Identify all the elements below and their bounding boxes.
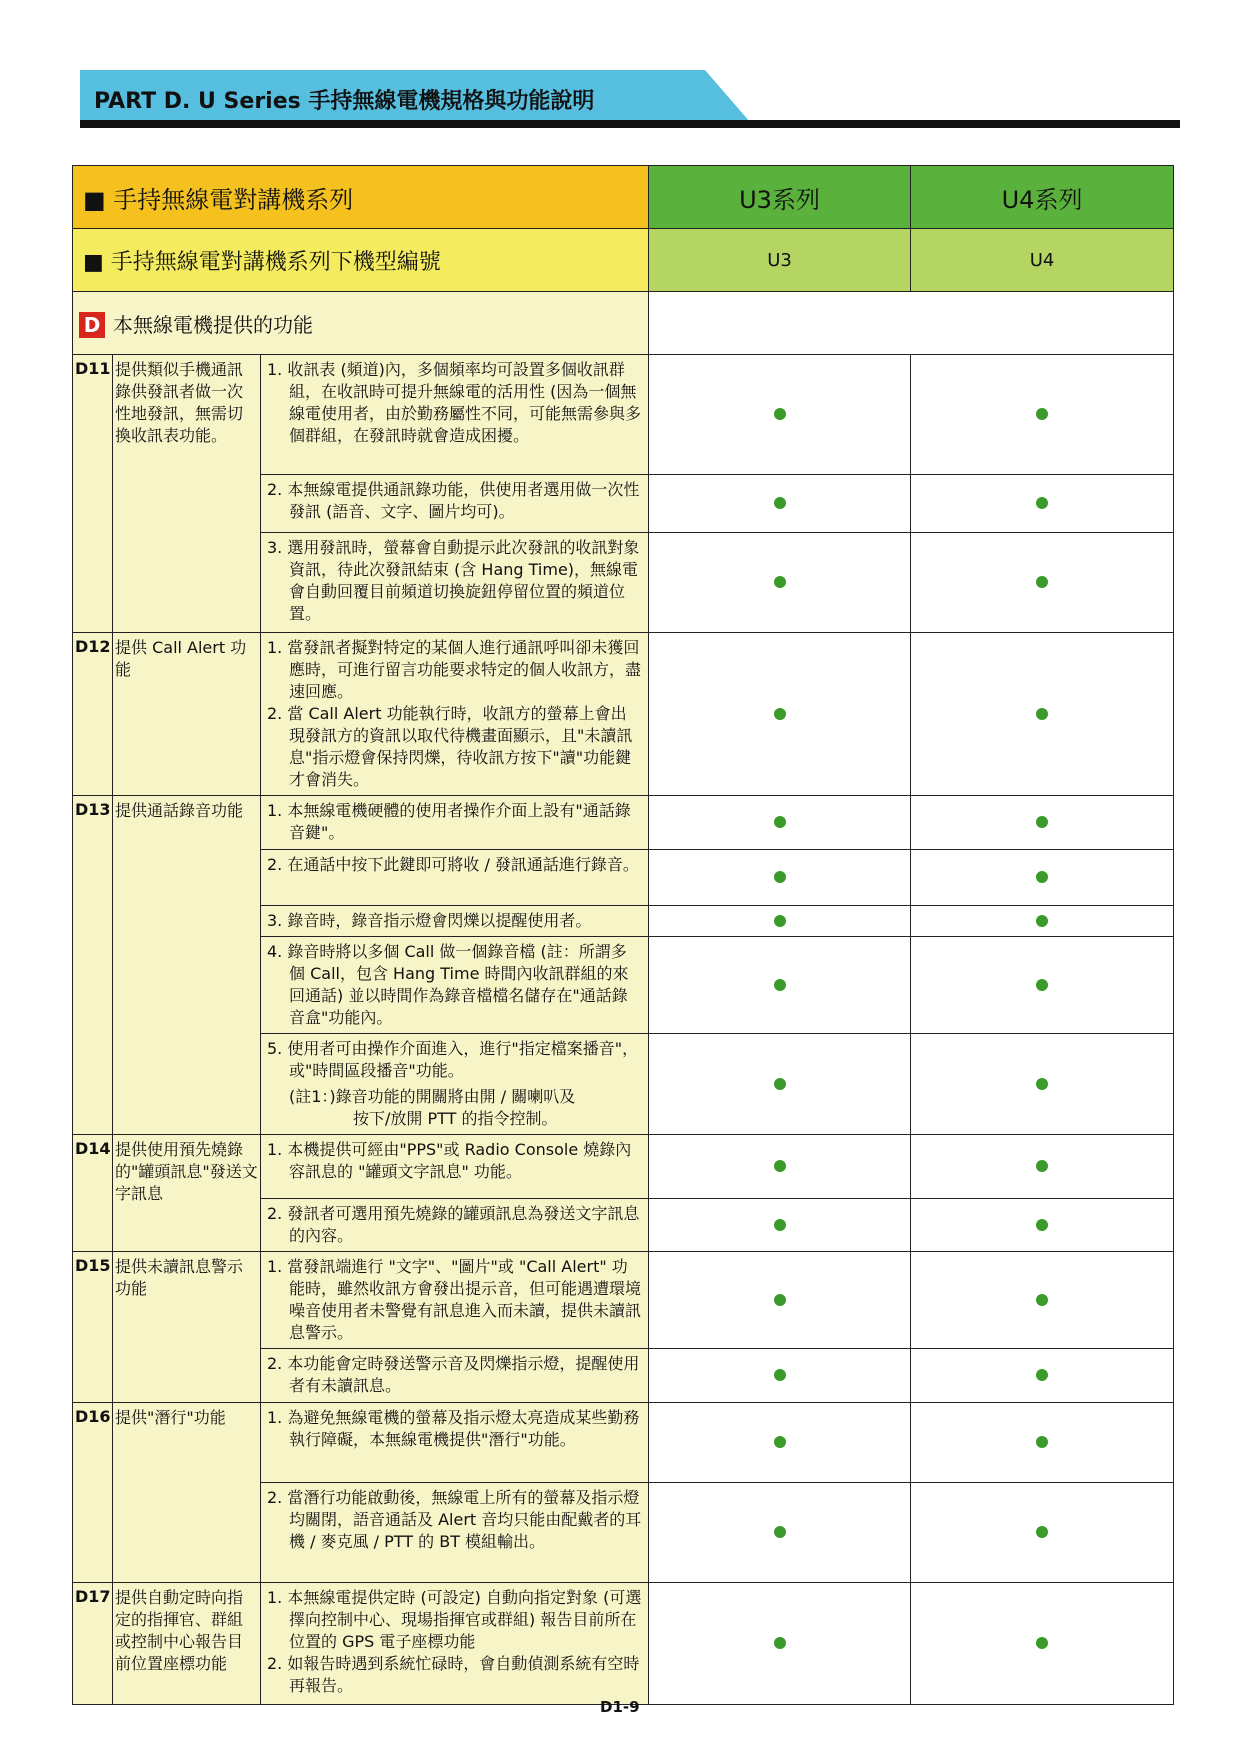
feature-item-text: 1. 收訊表 (頻道)內，多個頻率均可設置多個收訊群組，在收訊時可提升無線電的活用性 (因為一個無線電使用者，由於勤務屬性不同，可能無需參與多個群組，在發訊時就會造成困擾。	[267, 360, 642, 445]
feature-id: D12	[73, 633, 113, 796]
supported-dot-icon	[774, 1526, 786, 1538]
title-rule	[80, 120, 1180, 128]
feature-name: 提供未讀訊息警示功能	[113, 1252, 261, 1403]
feature-description	[261, 1199, 649, 1252]
supported-dot-icon	[1036, 1294, 1048, 1306]
feature-item-text: 3. 錄音時，錄音指示燈會閃爍以提醒使用者。	[267, 911, 592, 930]
supported-dot-icon	[774, 871, 786, 883]
section-blank	[649, 292, 1174, 355]
supported-dot-icon	[1036, 1369, 1048, 1381]
feature-description	[261, 475, 649, 533]
feature-id: D16	[73, 1403, 113, 1583]
section-header	[73, 292, 649, 355]
supported-dot-icon	[1036, 497, 1048, 509]
feature-row	[73, 796, 1174, 850]
support-cell-u4	[911, 1583, 1174, 1705]
page-title: PART D. U Series 手持無線電機規格與功能說明	[94, 89, 595, 114]
feature-item-text: 2. 在通話中按下此鍵即可將收 / 發訊通話進行錄音。	[267, 855, 639, 874]
section-title: 本無線電機提供的功能	[113, 312, 313, 337]
support-cell-u4	[911, 1349, 1174, 1403]
support-cell-u3	[649, 1135, 911, 1199]
support-cell-u4	[911, 1483, 1174, 1583]
supported-dot-icon	[1036, 708, 1048, 720]
supported-dot-icon	[774, 816, 786, 828]
feature-item-text: 1. 本無線電機硬體的使用者操作介面上設有"通話錄音鍵"。	[267, 801, 631, 842]
col-u4-model: U4	[911, 229, 1174, 292]
feature-item-text: 2. 本無線電提供通訊錄功能，供使用者選用做一次性發訊 (語音、文字、圖片均可)。	[267, 480, 640, 521]
feature-description	[261, 850, 649, 906]
feature-item-text: 2. 本功能會定時發送警示音及閃爍指示燈，提醒使用者有未讀訊息。	[267, 1354, 640, 1395]
feature-item-text: 2. 當 Call Alert 功能執行時，收訊方的螢幕上會出現發訊方的資訊以取代待機畫面顯示，且"未讀訊息"指示燈會保持閃爍，待收訊方按下"讀"功能鍵才會消失。	[267, 704, 633, 789]
feature-item-text: 2. 發訊者可選用預先燒錄的罐頭訊息為發送文字訊息的內容。	[267, 1204, 640, 1245]
supported-dot-icon	[774, 1436, 786, 1448]
support-cell-u3	[649, 1252, 911, 1349]
support-cell-u3	[649, 1483, 911, 1583]
supported-dot-icon	[1036, 576, 1048, 588]
feature-description	[261, 533, 649, 633]
feature-name: 提供 Call Alert 功能	[113, 633, 261, 796]
feature-name: 提供使用預先燒錄的"罐頭訊息"發送文字訊息	[113, 1135, 261, 1252]
supported-dot-icon	[1036, 1436, 1048, 1448]
feature-item-text: 3. 選用發訊時，螢幕會自動提示此次發訊的收訊對象資訊，待此次發訊結束 (含 Hang Time)，無線電會自動回覆目前頻道切換旋鈕停留位置的頻道位置。	[267, 538, 640, 623]
section-badge: D	[79, 312, 105, 338]
feature-description	[261, 937, 649, 1034]
supported-dot-icon	[774, 1637, 786, 1649]
feature-name: 提供類似手機通訊錄供發訊者做一次性地發訊，無需切換收訊表功能。	[113, 355, 261, 633]
feature-description	[261, 796, 649, 850]
supported-dot-icon	[1036, 408, 1048, 420]
support-cell-u4	[911, 1252, 1174, 1349]
supported-dot-icon	[1036, 1637, 1048, 1649]
support-cell-u4	[911, 906, 1174, 937]
feature-description	[261, 1483, 649, 1583]
support-cell-u3	[649, 1583, 911, 1705]
feature-row	[73, 355, 1174, 475]
support-cell-u3	[649, 937, 911, 1034]
feature-description	[261, 1403, 649, 1483]
support-cell-u4	[911, 1135, 1174, 1199]
supported-dot-icon	[1036, 1526, 1048, 1538]
supported-dot-icon	[774, 1369, 786, 1381]
supported-dot-icon	[774, 408, 786, 420]
support-cell-u4	[911, 850, 1174, 906]
feature-name: 提供"潛行"功能	[113, 1403, 261, 1583]
feature-item-text: 4. 錄音時將以多個 Call 做一個錄音檔 (註：所謂多個 Call，包含 Hang Time 時間內收訊群組的來回通話) 並以時間作為錄音檔檔名儲存在"通話錄音盒"功能內。	[267, 942, 629, 1027]
feature-item-text: 2. 當潛行功能啟動後，無線電上所有的螢幕及指示燈均關閉，語音通話及 Alert 音均只能由配戴者的耳機 / 麥克風 / PTT 的 BT 模組輸出。	[267, 1488, 642, 1551]
feature-item-note-cont: 按下/放開 PTT 的指令控制。	[353, 1109, 558, 1128]
feature-row	[73, 1583, 1174, 1705]
support-cell-u4	[911, 1199, 1174, 1252]
feature-id: D14	[73, 1135, 113, 1252]
feature-description	[261, 1583, 649, 1705]
feature-id: D17	[73, 1583, 113, 1705]
feature-description	[261, 633, 649, 796]
supported-dot-icon	[774, 1078, 786, 1090]
support-cell-u3	[649, 796, 911, 850]
supported-dot-icon	[774, 1219, 786, 1231]
support-cell-u4	[911, 633, 1174, 796]
supported-dot-icon	[1036, 1160, 1048, 1172]
feature-name: 提供通話錄音功能	[113, 796, 261, 1135]
supported-dot-icon	[774, 1294, 786, 1306]
support-cell-u4	[911, 355, 1174, 475]
col-u3-model: U3	[649, 229, 911, 292]
support-cell-u4	[911, 475, 1174, 533]
feature-description	[261, 1034, 649, 1135]
supported-dot-icon	[774, 497, 786, 509]
support-cell-u3	[649, 1034, 911, 1135]
feature-item-text: 2. 如報告時遇到系統忙碌時，會自動偵測系統有空時再報告。	[267, 1654, 640, 1695]
supported-dot-icon	[1036, 1219, 1048, 1231]
supported-dot-icon	[774, 915, 786, 927]
feature-description	[261, 355, 649, 475]
feature-item-text: 1. 本無線電提供定時 (可設定) 自動向指定對象 (可選擇向控制中心、現場指揮官或群組) 報告目前所在位置的 GPS 電子座標功能	[267, 1588, 642, 1651]
feature-row	[73, 1252, 1174, 1349]
support-cell-u3	[649, 1199, 911, 1252]
feature-id: D11	[73, 355, 113, 633]
supported-dot-icon	[774, 1160, 786, 1172]
support-cell-u4	[911, 533, 1174, 633]
support-cell-u3	[649, 533, 911, 633]
feature-row	[73, 633, 1174, 796]
col-u4-series: U4系列	[911, 166, 1174, 229]
support-cell-u3	[649, 906, 911, 937]
feature-name: 提供自動定時向指定的指揮官、群組或控制中心報告目前位置座標功能	[113, 1583, 261, 1705]
page-number: D1-9	[600, 1698, 640, 1716]
support-cell-u3	[649, 355, 911, 475]
supported-dot-icon	[774, 979, 786, 991]
support-cell-u4	[911, 796, 1174, 850]
support-cell-u3	[649, 633, 911, 796]
series-label: ■ 手持無線電對講機系列	[73, 166, 649, 229]
feature-id: D15	[73, 1252, 113, 1403]
feature-description	[261, 1252, 649, 1349]
feature-item-text: 1. 當發訊者擬對特定的某個人進行通訊呼叫卻未獲回應時，可進行留言功能要求特定的個人收訊方，盡速回應。	[267, 638, 642, 701]
support-cell-u3	[649, 1349, 911, 1403]
supported-dot-icon	[1036, 915, 1048, 927]
supported-dot-icon	[774, 708, 786, 720]
support-cell-u4	[911, 937, 1174, 1034]
supported-dot-icon	[774, 576, 786, 588]
supported-dot-icon	[1036, 871, 1048, 883]
support-cell-u3	[649, 850, 911, 906]
supported-dot-icon	[1036, 979, 1048, 991]
feature-row	[73, 1403, 1174, 1483]
support-cell-u4	[911, 1034, 1174, 1135]
feature-description	[261, 1135, 649, 1199]
support-cell-u3	[649, 475, 911, 533]
support-cell-u3	[649, 1403, 911, 1483]
spec-table	[72, 165, 1174, 1705]
feature-item-text: 1. 當發訊端進行 "文字"、"圖片"或 "Call Alert" 功能時，雖然收訊方會發出提示音，但可能遇遭環境噪音使用者未警覺有訊息進入而未讀，提供未讀訊息警示。	[267, 1257, 642, 1342]
feature-id: D13	[73, 796, 113, 1135]
support-cell-u4	[911, 1403, 1174, 1483]
model-label: ■ 手持無線電對講機系列下機型編號	[73, 229, 649, 292]
feature-description	[261, 906, 649, 937]
feature-item-text: 1. 為避免無線電機的螢幕及指示燈太亮造成某些勤務執行障礙，本無線電機提供"潛行"功能。	[267, 1408, 640, 1449]
supported-dot-icon	[1036, 816, 1048, 828]
feature-item-text: 5. 使用者可由操作介面進入，進行"指定檔案播音"，或"時間區段播音"功能。	[267, 1039, 639, 1080]
feature-row	[73, 1135, 1174, 1199]
col-u3-series: U3系列	[649, 166, 911, 229]
feature-item-note: (註1：)錄音功能的開關將由開 / 關喇叭及	[289, 1087, 576, 1106]
feature-item-text: 1. 本機提供可經由"PPS"或 Radio Console 燒錄內容訊息的 "罐頭文字訊息" 功能。	[267, 1140, 632, 1181]
feature-description	[261, 1349, 649, 1403]
supported-dot-icon	[1036, 1078, 1048, 1090]
